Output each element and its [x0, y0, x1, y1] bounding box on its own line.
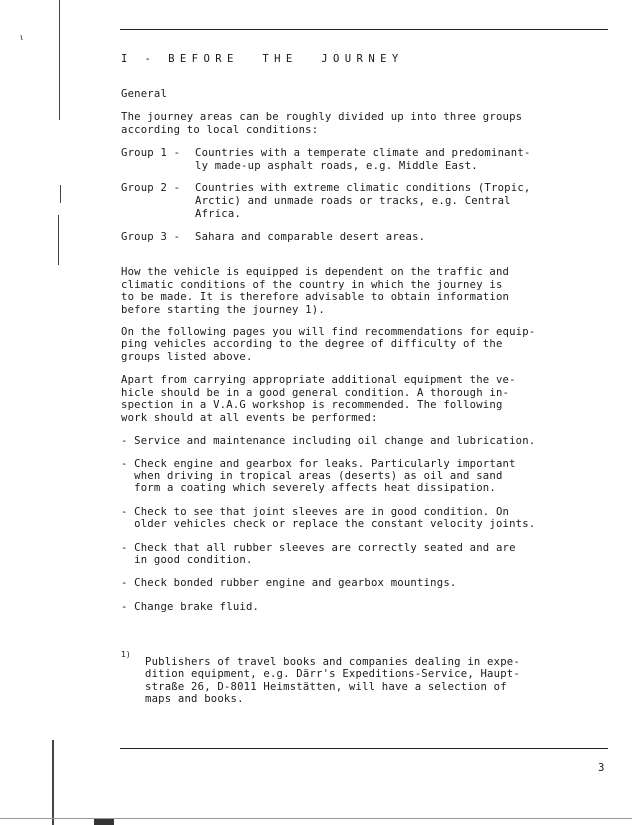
group-2-label: Group 2 -	[121, 182, 181, 194]
paragraph-1-line-2: climatic conditions of the country in which the journey is	[121, 279, 503, 291]
margin-line-upper	[60, 185, 61, 203]
paragraph-2-line-1: On the following pages you will find recommendations for equip-	[121, 326, 536, 338]
bullet-2-line-1: - Check engine and gearbox for leaks. Particularly important	[121, 458, 516, 470]
page-number: 3	[598, 762, 605, 774]
paragraph-3-line-4: work should at all events be performed:	[121, 412, 378, 424]
scan-stamp	[94, 818, 114, 825]
paragraph-1-line-3: to be made. It is therefore advisable to obtain information	[121, 291, 510, 303]
paragraph-3-line-3: spection in a V.A.G workshop is recommended. The following	[121, 399, 503, 411]
bullet-4-line-1: - Check that all rubber sleeves are correctly seated and are	[121, 542, 516, 554]
corner-mark: ι	[19, 33, 24, 42]
margin-line-top	[59, 0, 60, 120]
bullet-2-line-2: when driving in tropical areas (deserts) as oil and sand	[121, 470, 503, 482]
group-1-label: Group 1 -	[121, 147, 181, 159]
paragraph-3-line-2: hicle should be in a good general condition. A thorough in-	[121, 387, 510, 399]
bullet-5-line-1: - Check bonded rubber engine and gearbox mountings.	[121, 577, 457, 589]
intro-line-2: according to local conditions:	[121, 124, 319, 136]
footnote-line-2: dition equipment, e.g. Därr's Expeditions-Service, Haupt-	[145, 668, 520, 680]
group-3-line-1: Sahara and comparable desert areas.	[195, 231, 426, 243]
footnote-marker: 1)	[121, 650, 131, 659]
bullet-3-line-2: older vehicles check or replace the constant velocity joints.	[121, 518, 536, 530]
intro-line-1: The journey areas can be roughly divided up into three groups	[121, 111, 523, 123]
paragraph-2-line-3: groups listed above.	[121, 351, 253, 363]
group-2-line-1: Countries with extreme climatic conditions (Tropic,	[195, 182, 531, 194]
bullet-3-line-1: - Check to see that joint sleeves are in good condition. On	[121, 506, 510, 518]
scan-bottom-edge	[0, 818, 632, 819]
paragraph-2-line-2: ping vehicles according to the degree of difficulty of the	[121, 338, 503, 350]
margin-line-middle	[58, 215, 59, 265]
footnote-line-3: straße 26, D-8011 Heimstätten, will have a selection of	[145, 681, 507, 693]
section-title: General	[121, 88, 168, 100]
paragraph-1-line-4: before starting the journey 1).	[121, 304, 325, 316]
paragraph-3-line-1: Apart from carrying appropriate additional equipment the ve-	[121, 374, 516, 386]
bottom-rule	[120, 748, 608, 749]
bullet-4-line-2: in good condition.	[121, 554, 253, 566]
margin-line-lower	[52, 740, 54, 825]
bullet-2-line-3: form a coating which severely affects heat dissipation.	[121, 482, 496, 494]
group-1-line-1: Countries with a temperate climate and predominant-	[195, 147, 531, 159]
group-2-line-2: Arctic) and unmade roads or tracks, e.g. Central	[195, 195, 511, 207]
page-heading: I - BEFORE THE JOURNEY	[121, 53, 404, 65]
paragraph-1-line-1: How the vehicle is equipped is dependent on the traffic and	[121, 266, 510, 278]
top-rule	[120, 29, 608, 30]
bullet-6-line-1: - Change brake fluid.	[121, 601, 260, 613]
bullet-1-line-1: - Service and maintenance including oil change and lubrication.	[121, 435, 536, 447]
footnote-line-4: maps and books.	[145, 693, 244, 705]
group-2-line-3: Africa.	[195, 208, 242, 220]
group-3-label: Group 3 -	[121, 231, 181, 243]
footnote-line-1: Publishers of travel books and companies dealing in expe-	[145, 656, 520, 668]
group-1-line-2: ly made-up asphalt roads, e.g. Middle East.	[195, 160, 478, 172]
